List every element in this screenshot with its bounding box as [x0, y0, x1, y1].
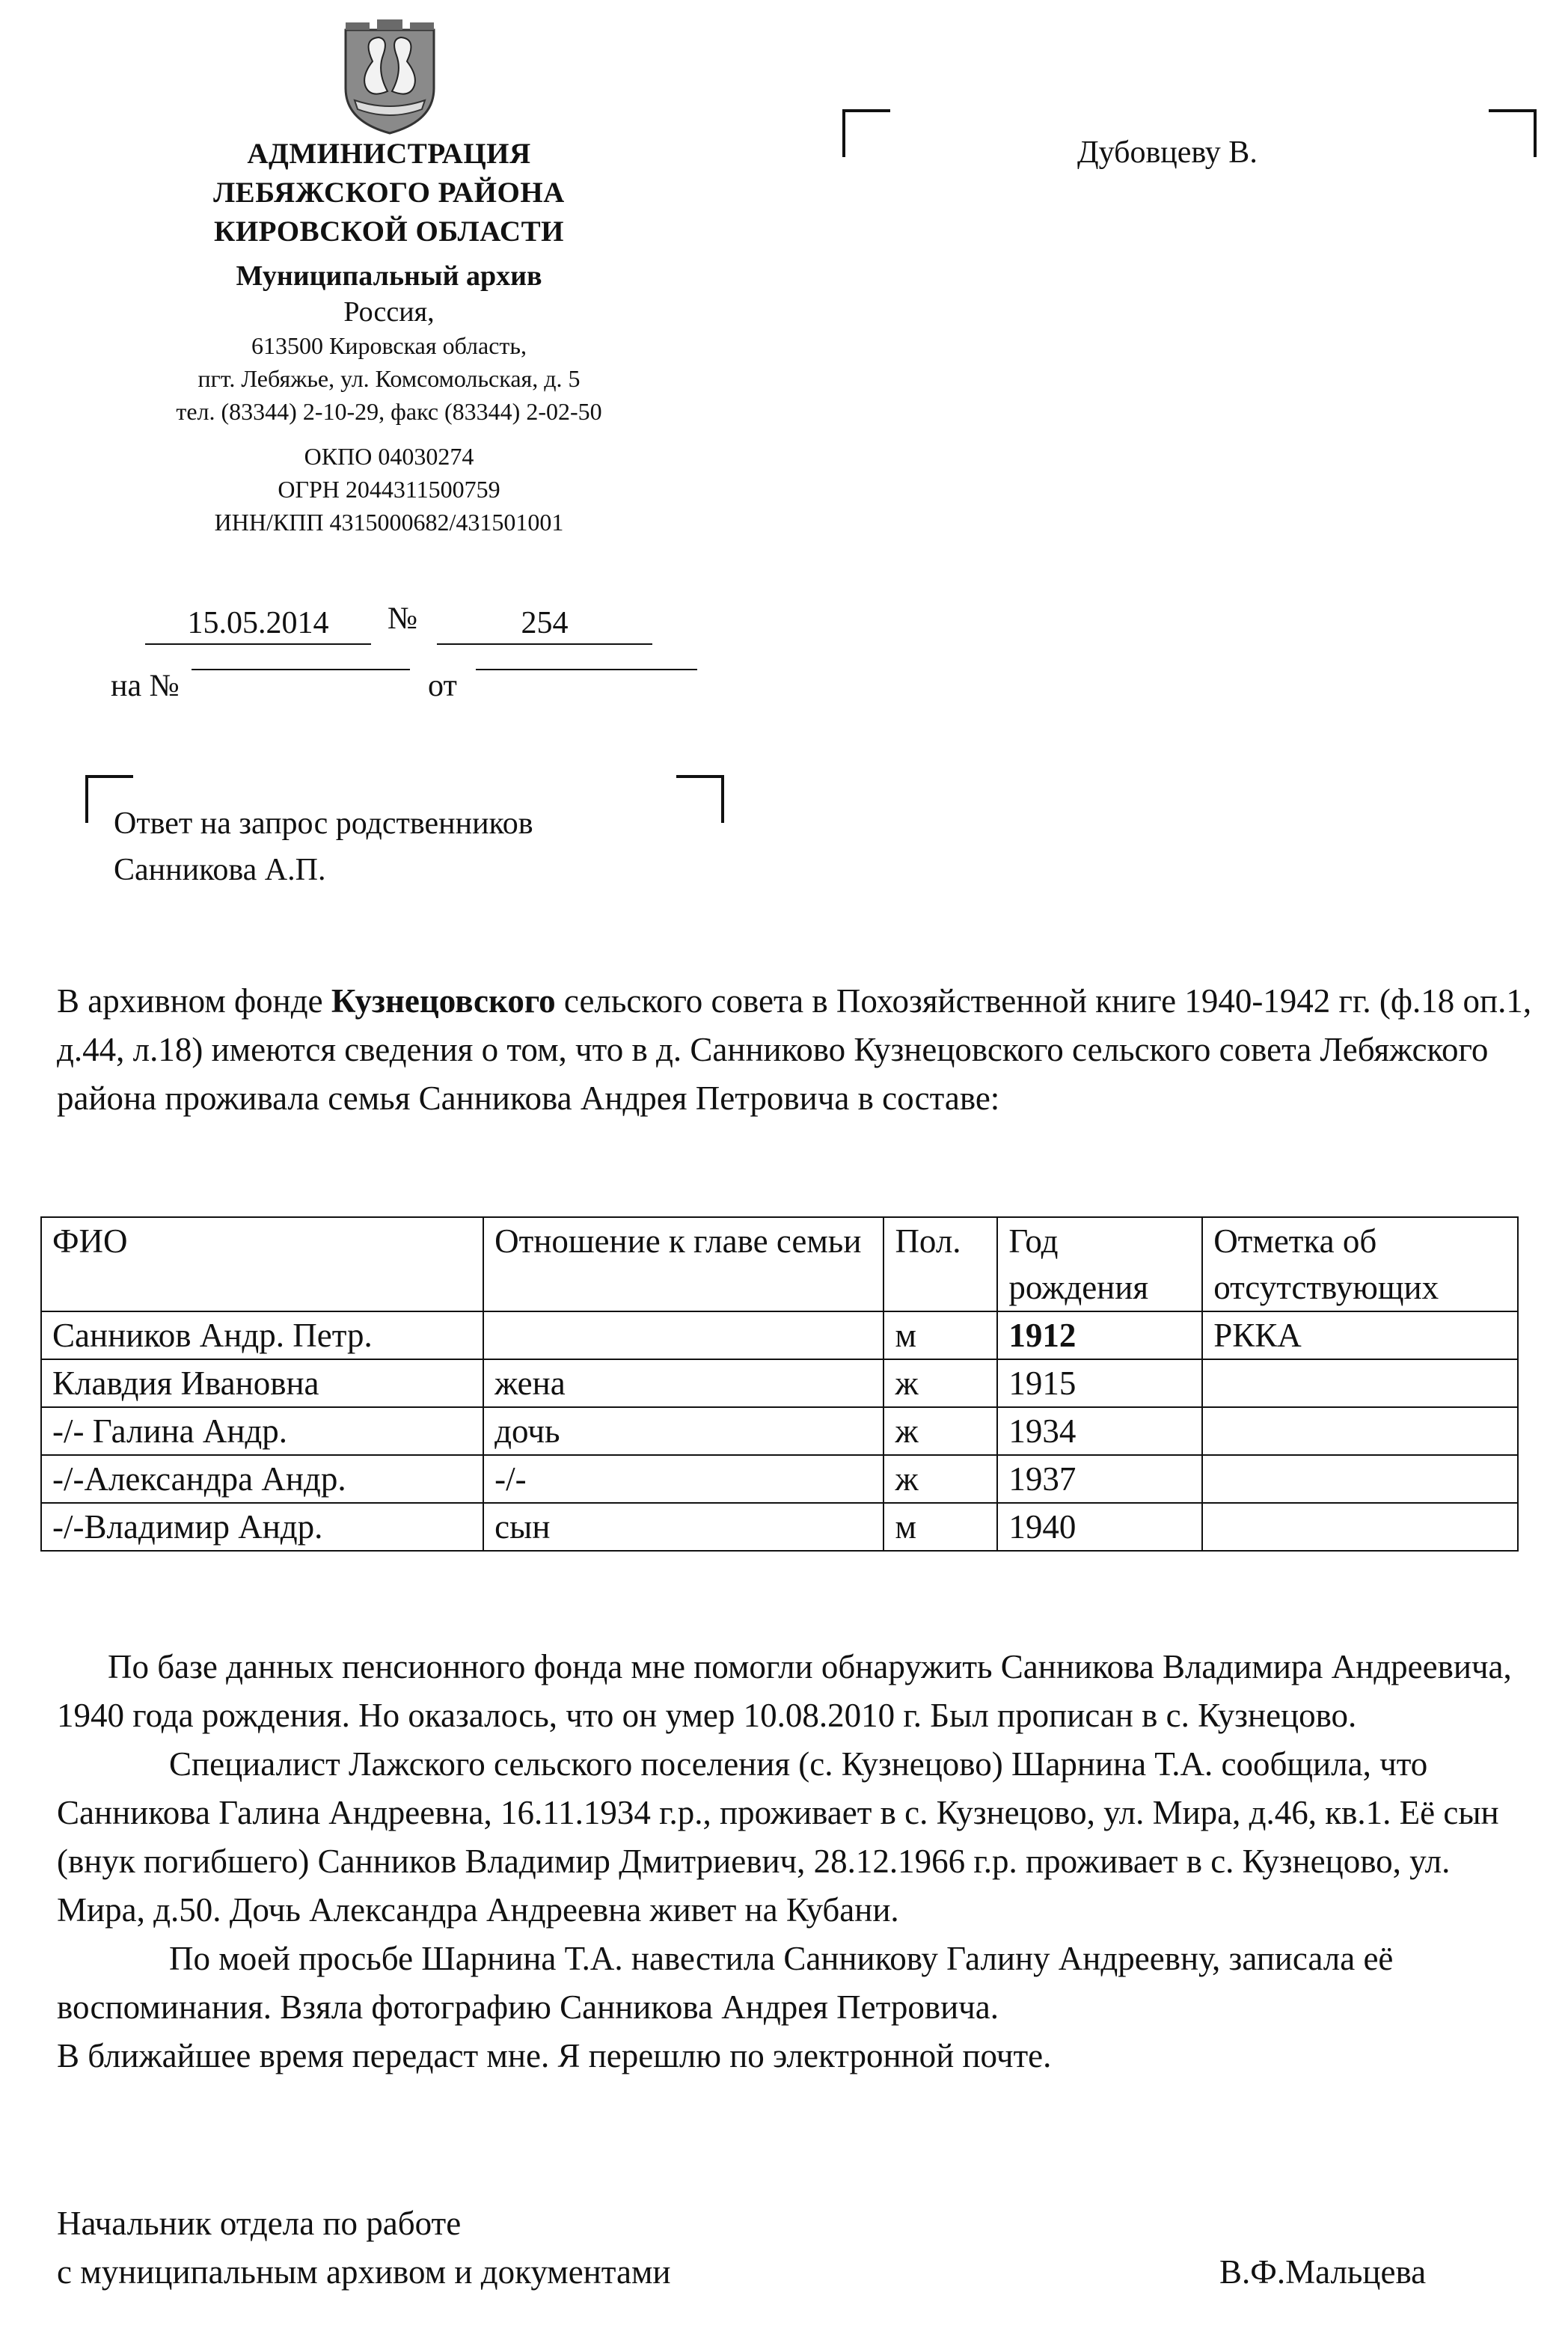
table-cell: -/-Александра Андр. — [41, 1455, 483, 1503]
intro-part1: В архивном фонде — [57, 982, 331, 1020]
from-label: от — [428, 669, 457, 703]
table-cell: 1912 — [997, 1311, 1202, 1359]
table-header-row — [41, 1217, 1518, 1311]
ref-number-field — [192, 669, 410, 670]
signatory-name: В.Ф.Мальцева — [1219, 2253, 1427, 2291]
table-cell: -/-Владимир Андр. — [41, 1503, 483, 1551]
letter-date: 15.05.2014 — [145, 603, 371, 645]
table-cell: ж — [883, 1359, 997, 1407]
ref-label: на № — [111, 669, 180, 703]
table-header-cell: Год рождения — [997, 1217, 1202, 1311]
intro-part2: сельского совета в Похозяйственной книге 1940-1942 гг. (ф.18 оп.1, д.44, л.18) имеются сведения о том, что в д. Санниково Кузнецовского сельского совета Лебяжского района проживала семья Санникова Андрея Петровича в составе: — [57, 982, 1532, 1117]
table-cell: Санников Андр. Петр. — [41, 1311, 483, 1359]
addressee-bracket-right — [1489, 109, 1537, 157]
table-cell: -/- Галина Андр. — [41, 1407, 483, 1455]
table-cell: 1934 — [997, 1407, 1202, 1455]
table-cell: жена — [483, 1359, 883, 1407]
intro-paragraph — [57, 977, 1538, 1123]
org-name-line1: АДМИНИСТРАЦИЯ — [247, 138, 531, 170]
org-name-line2: ЛЕБЯЖСКОГО РАЙОНА — [213, 177, 565, 209]
number-sign: № — [388, 601, 418, 636]
table-row — [41, 1407, 1518, 1455]
address-line2: пгт. Лебяжье, ул. Комсомольская, д. 5 — [197, 365, 581, 392]
signatory-position — [57, 2199, 671, 2297]
table-cell: 1915 — [997, 1359, 1202, 1407]
table-cell: сын — [483, 1503, 883, 1551]
table-header-cell: Пол. — [883, 1217, 997, 1311]
table-row — [41, 1359, 1518, 1407]
body-paragraph: В ближайшее время передаст мне. Я перешлю по электронной почте. — [57, 2037, 1052, 2074]
position-line1: Начальник отдела по работе — [57, 2205, 462, 2242]
letter-number: 254 — [437, 603, 652, 645]
table-cell — [1202, 1407, 1518, 1455]
table-cell: м — [883, 1503, 997, 1551]
table-cell — [1202, 1359, 1518, 1407]
inn-code: ИНН/КПП 4315000682/431501001 — [214, 509, 564, 536]
ogrn-code: ОГРН 2044311500759 — [278, 476, 500, 503]
table-cell: РККА — [1202, 1311, 1518, 1359]
table-row — [41, 1311, 1518, 1359]
body-paragraph: Специалист Лажского сельского поселения (с. Кузнецово) Шарнина Т.А. сообщила, что Санникова Галина Андреевна, 16.11.1934 г.р., проживает в с. Кузнецово, ул. Мира, д.46, кв.1. Её сын (внук погибшего) Санников Владимир Дмитриевич, 28.12.1966 г.р. проживает в с. Кузнецово, ул. Мира, д.50. Дочь Александра Андреевна живет на Кубани. — [57, 1745, 1499, 1929]
table-cell: м — [883, 1311, 997, 1359]
subject — [114, 800, 533, 893]
body-paragraph: По базе данных пенсионного фонда мне помогли обнаружить Санникова Владимира Андреевича, 1940 года рождения. Но оказалось, что он умер 10.08.2010 г. Был прописан в с. Кузнецово. — [57, 1648, 1512, 1734]
body-text — [57, 1643, 1546, 2080]
intro-bold: Кузнецовского — [331, 982, 556, 1020]
address-line3: тел. (83344) 2-10-29, факс (83344) 2-02-50 — [176, 398, 602, 425]
family-table — [40, 1216, 1519, 1552]
addressee: Дубовцеву В. — [1077, 135, 1258, 170]
org-name-line3: КИРОВСКОЙ ОБЛАСТИ — [214, 215, 564, 248]
body-paragraph: По моей просьбе Шарнина Т.А. навестила Санникову Галину Андреевну, записала её воспоминания. Взяла фотографию Санникова Андрея Петровича. — [57, 1940, 1394, 2026]
table-header-cell: ФИО — [41, 1217, 483, 1311]
letterhead — [45, 135, 733, 539]
position-line2: с муниципальным архивом и документами — [57, 2253, 671, 2291]
coat-of-arms-emblem — [340, 16, 440, 136]
table-cell: дочь — [483, 1407, 883, 1455]
table-cell: 1937 — [997, 1455, 1202, 1503]
subject-line2: Санникова А.П. — [114, 853, 326, 887]
table-cell — [1202, 1455, 1518, 1503]
subject-bracket-right — [676, 775, 724, 823]
addressee-bracket-left — [842, 109, 890, 157]
table-row — [41, 1455, 1518, 1503]
table-cell: 1940 — [997, 1503, 1202, 1551]
table-cell: ж — [883, 1455, 997, 1503]
table-cell: -/- — [483, 1455, 883, 1503]
from-date-field — [476, 669, 697, 670]
subject-line1: Ответ на запрос родственников — [114, 806, 533, 841]
table-cell — [483, 1311, 883, 1359]
archive-name: Муниципальный архив — [236, 260, 542, 292]
address-line1: 613500 Кировская область, — [251, 332, 527, 359]
table-cell — [1202, 1503, 1518, 1551]
table-header-cell: Отношение к главе семьи — [483, 1217, 883, 1311]
table-row — [41, 1503, 1518, 1551]
okpo-code: ОКПО 04030274 — [304, 443, 474, 470]
table-header-cell: Отметка об отсутствующих — [1202, 1217, 1518, 1311]
table-cell: ж — [883, 1407, 997, 1455]
table-cell: Клавдия Ивановна — [41, 1359, 483, 1407]
country: Россия, — [343, 296, 435, 328]
